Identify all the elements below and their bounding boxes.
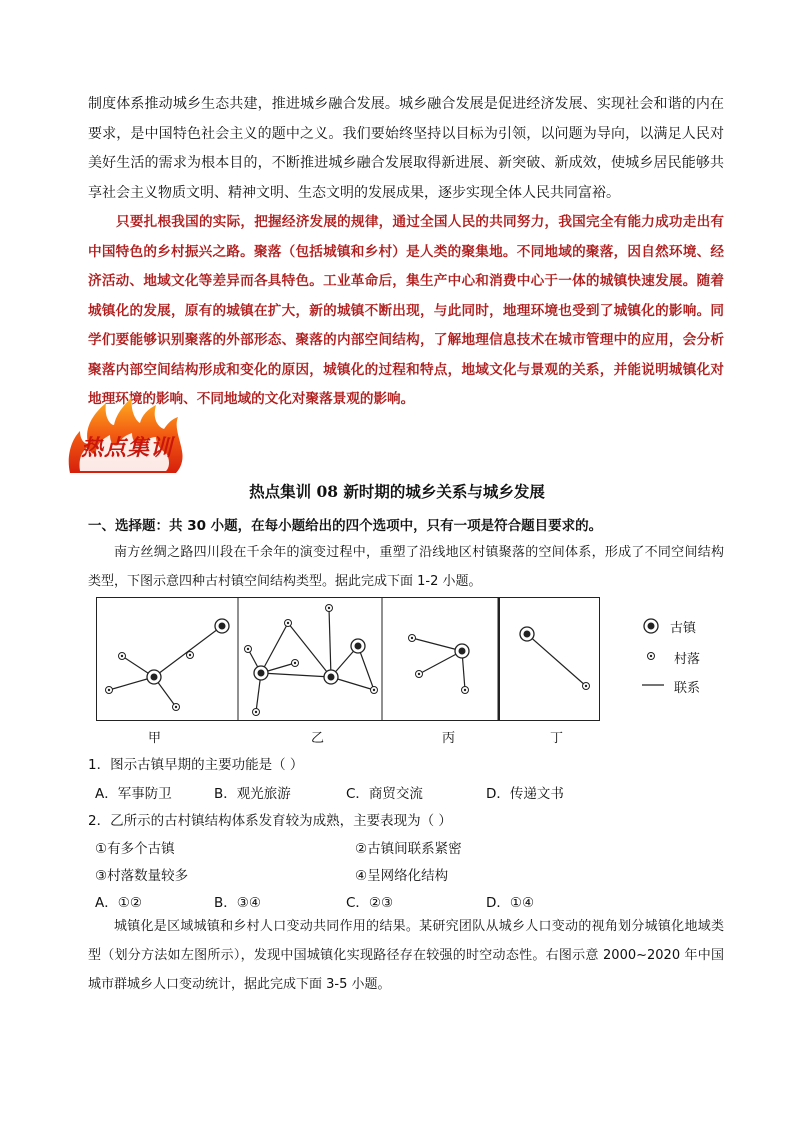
paragraph-summary-red: 只要扎根我国的实际，把握经济发展的规律，通过全国人民的共同努力，我国完全有能力成功走出有中国特色的乡村振兴之路。聚落（包括城镇和乡村）是人类的聚集地。不同地域的聚落，因自然环境、经济活动、地域文化等差异而各具特色。工业革命后，集生产中心和消费中心于一体的城镇快速发展。随着城镇化的发展，原有的城镇在扩大，新的城镇不断出现，与此同时，地理环境也受到了城镇化的影响。同学们要能够识别聚落的外部形态、聚落的内部空间结构，了解地理信息技术在城市管理中的应用，会分析聚落内部空间结构形成和变化的原因，城镇化的过程和特点，地域文化与景观的关系，并能说明城镇化对地理环境的影响、不同地域的文化对聚落景观的影响。 <box>88 214 724 407</box>
panel-label-ding: 丁 <box>550 731 564 746</box>
legend-village: 村落 <box>674 652 701 667</box>
q2-statement-4: ④呈网络化结构 <box>355 868 449 884</box>
panel-jia-nodes <box>106 619 230 711</box>
panel-label-bing: 丙 <box>442 731 456 746</box>
settlement-structure-figure <box>96 597 500 721</box>
section-heading: 一、选择题：共 30 小题，在每小题给出的四个选项中，只有一项是符合题目要求的。 <box>88 518 603 534</box>
hot-topic-logo <box>66 395 184 475</box>
legend-town: 古镇 <box>670 621 697 636</box>
q2-option-c[interactable]: C．②③ <box>346 895 394 911</box>
legend-link: 联系 <box>674 681 701 696</box>
section-title: 热点集训 08 新时期的城乡关系与城乡发展 <box>249 482 545 501</box>
panel-ding <box>498 597 600 721</box>
q1-option-d[interactable]: D．传递文书 <box>486 786 564 802</box>
panel-label-jia: 甲 <box>148 731 162 746</box>
question-intro-2: 城镇化是区域城镇和乡村人口变动共同作用的结果。某研究团队从城乡人口变动的视角划分城镇化地域类型（划分方法如左图所示），发现中国城镇化实现路径存在较强的时空动态性。右图示意 2000~2020 年中国城市群城乡人口变动统计，据此完成下面 3-5 小题。 <box>88 919 724 992</box>
panel-label-yi: 乙 <box>311 731 325 746</box>
q1-option-a[interactable]: A．军事防卫 <box>95 786 172 802</box>
panel-jia-diagram <box>109 626 222 707</box>
figure-legend <box>640 612 760 702</box>
logo-text: 热点集训 <box>80 435 173 461</box>
panel-yi-diagram <box>248 608 374 712</box>
q2-statement-3: ③村落数量较多 <box>95 868 189 884</box>
structure-diagram <box>96 597 500 721</box>
question-1-stem: 1．图示古镇早期的主要功能是（ ） <box>88 757 304 773</box>
q2-option-b[interactable]: B．③④ <box>214 895 261 911</box>
q2-option-d[interactable]: D．①④ <box>486 895 535 911</box>
q2-option-a[interactable]: A．①② <box>95 895 142 911</box>
paragraph-urban-rural: 制度体系推动城乡生态共建，推进城乡融合发展。城乡融合发展是促进经济发展、实现社会和谐的内在要求，是中国特色社会主义的题中之义。我们要始终坚持以目标为引领，以问题为导向，以满足人民对美好生活的需求为根本目的，不断推进城乡融合发展取得新进展、新突破、新成效，使城乡居民能够共享社会主义物质文明、精神文明、生态文明的发展成果，逐步实现全体人民共同富裕。 <box>88 96 724 201</box>
q2-statement-2: ②古镇间联系紧密 <box>355 841 462 857</box>
question-2-stem: 2．乙所示的古村镇结构体系发育较为成熟，主要表现为（ ） <box>88 813 452 829</box>
question-intro-1: 南方丝绸之路四川段在千余年的演变过程中，重塑了沿线地区村镇聚落的空间体系，形成了不同空间结构类型，下图示意四种古村镇空间结构类型。据此完成下面 1-2 小题。 <box>88 545 724 589</box>
q1-option-c[interactable]: C．商贸交流 <box>346 786 423 802</box>
q2-statement-1: ①有多个古镇 <box>95 841 175 857</box>
q1-option-b[interactable]: B．观光旅游 <box>214 786 291 802</box>
panel-yi-nodes <box>245 605 378 716</box>
